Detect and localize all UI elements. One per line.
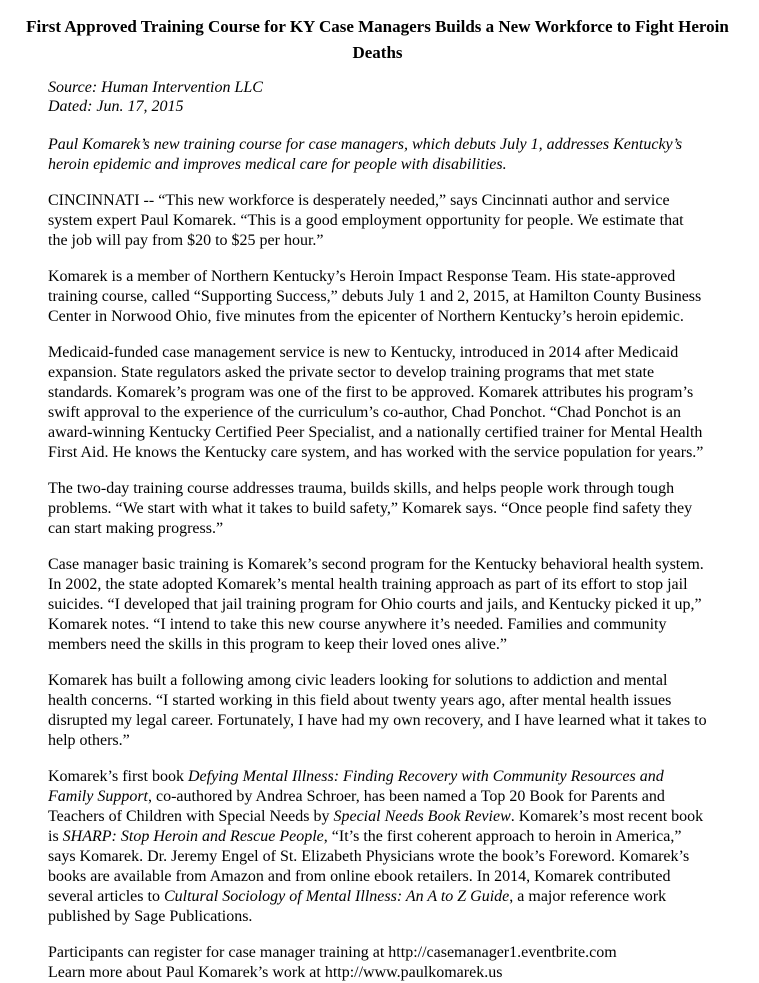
article-body <box>48 135 707 983</box>
text-run: . Komarek’s most recent book is <box>48 808 704 845</box>
text-run: Komarek’s first book <box>48 768 188 785</box>
paragraph-dateline <box>48 191 707 251</box>
publication-special-needs-book-review: Special Needs Book Review <box>333 808 511 825</box>
document-title: First Approved Training Course for KY Case Managers Builds a New Workforce to Fight Heroin Deaths <box>26 17 729 62</box>
lead-paragraph <box>48 135 707 175</box>
text-run: Komarek has built a following among civic leaders looking for solutions to addiction and mental health concerns. “I started working in this field about twenty years ago, after mental health issues disrupted my legal career. Fortunately, I have had my own recovery, and I have learned what it takes to help others.” <box>48 672 707 749</box>
paragraph-books <box>48 767 707 927</box>
text-run: The two-day training course addresses trauma, builds skills, and helps people work through tough problems. “We start with what it takes to build safety,” Komarek says. “Once people find safety they can start making progress.” <box>48 480 693 537</box>
text-run: , a major reference work published by Sage Publications. <box>48 888 667 925</box>
text-run: Case manager basic training is Komarek’s second program for the Kentucky behavioral health system. In 2002, the state adopted Komarek’s mental health training approach as part of its effort to stop jail suicides. “I developed that jail training program for Ohio courts and jails, and Kentucky picked it up,” Komarek notes. “I intend to take this new course anywhere it’s needed. Families and community members need the skills in this program to keep their loved ones alive.” <box>48 556 704 653</box>
website-url: http://www.paulkomarek.us <box>324 964 503 981</box>
paragraph-course-debut <box>48 267 707 327</box>
paragraph-history <box>48 555 707 655</box>
book-title-cultural-sociology: Cultural Sociology of Mental Illness: An A to Z Guide <box>163 888 510 905</box>
text-run: Medicaid-funded case management service is new to Kentucky, introduced in 2014 after Medicaid expansion. State regulators asked the private sector to develop training programs that met state standards. Komarek’s program was one of the first to be approved. Komarek attributes his program’s swift approval to the experience of the curriculum’s co-author, Chad Ponchot. “Chad Ponchot is an award-winning Kentucky Certified Peer Specialist, and a nationally certified trainer for Mental Health First Aid. He knows the Kentucky care system, and has worked with the service population for years.” <box>48 344 704 461</box>
date-line: Dated: Jun. 17, 2015 <box>48 98 184 115</box>
book-title-sharp: SHARP: Stop Heroin and Rescue People <box>62 828 324 845</box>
registration-url: http://casemanager1.eventbrite.com <box>388 944 617 961</box>
text-run: , “It’s the first coherent approach to heroin in America,” says Komarek. Dr. Jeremy Engel of St. Elizabeth Physicians wrote the book’s Foreword. Komarek’s books are available from Amazon and from online ebook retailers. In 2014, Komarek contributed several articles to <box>48 828 690 905</box>
text-run: Komarek is a member of Northern Kentucky’s Heroin Impact Response Team. His state-approved training course, called “Supporting Success,” debuts July 1 and 2, 2015, at Hamilton County Business Center in Norwood Ohio, five minutes from the epicenter of Northern Kentucky’s heroin epidemic. <box>48 268 702 325</box>
paragraph-course-content <box>48 479 707 539</box>
paragraph-medicaid <box>48 343 707 463</box>
text-run: Participants can register for case manager training at <box>48 944 389 961</box>
paragraph-following <box>48 671 707 751</box>
text-run: CINCINNATI -- “This new workforce is desperately needed,” says Cincinnati author and service system expert Paul Komarek. “This is a good employment opportunity for people. We estimate that the job will pay from $20 to $25 per hour.” <box>48 192 684 249</box>
text-run: Paul Komarek’s new training course for case managers, which debuts July 1, addresses Kentucky’s heroin epidemic and improves medical care for people with disabilities. <box>48 136 683 173</box>
meta-block <box>48 78 707 116</box>
source-line: Source: Human Intervention LLC <box>48 79 263 96</box>
text-run: , co-authored by Andrea Schroer, has been named a Top 20 Book for Parents and Teachers of Children with Special Needs by <box>48 788 665 825</box>
book-title-defying-mental-illness: Defying Mental Illness: Finding Recovery with Community Resources and Family Support <box>48 768 664 805</box>
text-run: Learn more about Paul Komarek’s work at <box>48 964 325 981</box>
paragraph-registration <box>48 943 707 983</box>
